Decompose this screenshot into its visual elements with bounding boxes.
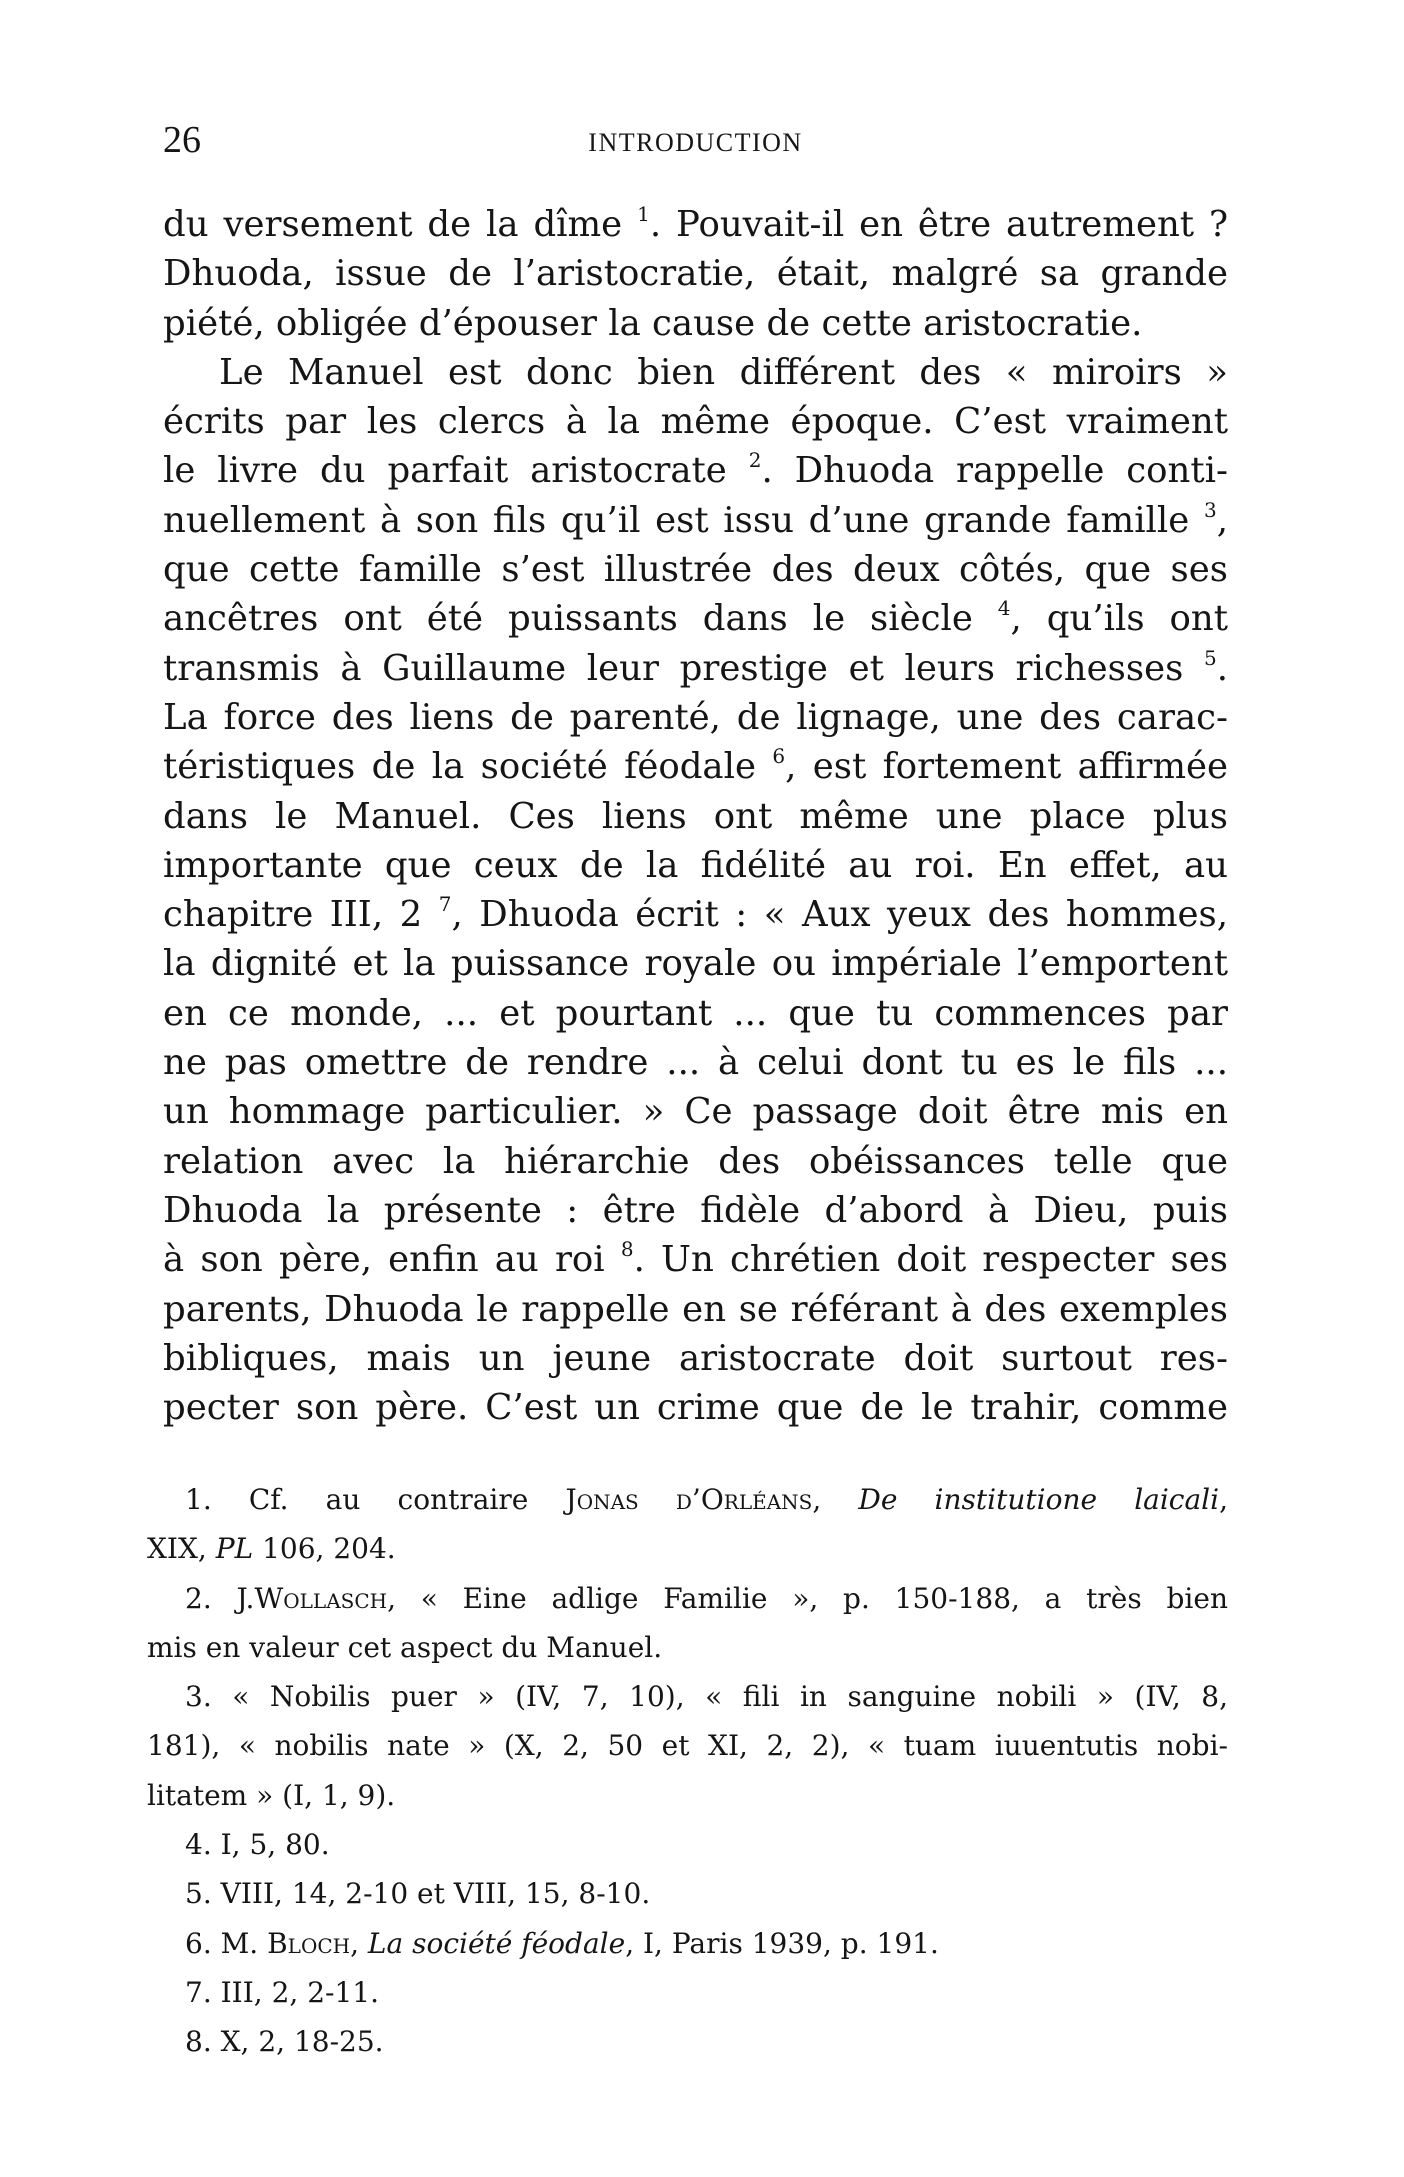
body-line: bibliques, mais un jeune aristocrate doit surtout res- — [163, 1337, 1228, 1379]
body-line: importante que ceux de la fidélité au roi. En effet, au — [163, 844, 1228, 886]
body-line: Dhuoda la présente : être fidèle d’abord à Dieu, puis — [163, 1189, 1228, 1231]
footnote-3-cont: litatem » (I, 1, 9). — [147, 1778, 396, 1812]
body-line: Dhuoda, issue de l’aristocratie, était, malgré sa grande — [163, 253, 1228, 295]
running-head: INTRODUCTION — [588, 128, 803, 157]
footnote-ref[interactable]: 6 — [772, 744, 786, 769]
body-line: ne pas omettre de rendre ... à celui dont tu es le fils ... — [163, 1042, 1228, 1084]
footnote-1-cont: XIX, PL 106, 204. — [147, 1532, 396, 1566]
footnote-3-cont: 181), « nobilis nate » (X, 2, 50 et XI, 2, 2), « tuam iuuentutis nobi- — [147, 1729, 1228, 1763]
body-line: pecter son père. C’est un crime que de le trahir, comme — [163, 1387, 1228, 1429]
page-header — [163, 118, 1228, 168]
body-line: Le Manuel est donc bien différent des « miroirs » — [219, 351, 1228, 393]
body-line: écrits par les clercs à la même époque. C’est vraiment — [163, 401, 1228, 443]
author-name: Jonas d’Orléans — [565, 1483, 813, 1516]
body-line: relation avec la hiérarchie des obéissances telle que — [163, 1140, 1228, 1182]
body-line: le livre du parfait aristocrate $^2$. Dhuoda rappelle conti- — [163, 448, 1228, 492]
body-line: transmis à Guillaume leur prestige et leurs richesses $^5$. — [163, 645, 1228, 689]
body-line: piété, obligée d’épouser la cause de cette aristocratie. — [163, 302, 1143, 344]
footnote-ref[interactable]: 4 — [997, 596, 1011, 621]
footnote-8: 8. X, 2, 18-25. — [185, 2025, 384, 2059]
footnote-ref[interactable]: 3 — [1203, 497, 1217, 522]
body-line: que cette famille s’est illustrée des deux côtés, que ses — [163, 549, 1228, 591]
body-line: nuellement à son fils qu’il est issu d’une grande famille $^3$, — [163, 497, 1228, 541]
body-line: en ce monde, ... et pourtant ... que tu commences par — [163, 992, 1228, 1034]
body-line: à son père, enfin au roi $^8$. Un chrétien doit respecter ses — [163, 1237, 1228, 1281]
body-line: téristiques de la société féodale $^6$, est fortement affirmée — [163, 744, 1229, 788]
footnote-1: 1. Cf. au contraire Jonas d’Orléans, De institutione laicali, — [185, 1483, 1228, 1516]
footnote-5: 5. VIII, 14, 2-10 et VIII, 15, 8-10. — [185, 1877, 651, 1911]
author-name: Wollasch — [254, 1581, 388, 1615]
footnote-2: 2. J.Wollasch, « Eine adlige Familie », p. 150-188, a très bien — [185, 1581, 1228, 1615]
footnote-ref[interactable]: 5 — [1203, 645, 1217, 670]
footnote-3: 3. « Nobilis puer » (IV, 7, 10), « fili in sanguine nobili » (IV, 8, — [185, 1680, 1228, 1714]
footnote-7: 7. III, 2, 2-11. — [185, 1975, 380, 2009]
footnote-ref[interactable]: 1 — [637, 202, 650, 226]
footnote-ref[interactable]: 8 — [620, 1237, 634, 1262]
body-line: La force des liens de parenté, de lignage, une des carac- — [163, 696, 1228, 738]
body-line: du versement de la dîme $^1$. Pouvait-il en être autrement ? — [163, 202, 1228, 245]
footnotes — [147, 1480, 1228, 2072]
footnote-ref[interactable]: 2 — [748, 448, 762, 473]
footnote-4: 4. I, 5, 80. — [185, 1828, 330, 1862]
footnote-6: 6. M. Bloch, La société féodale, I, Paris 1939, p. 191. — [185, 1926, 939, 1960]
work-title: La société féodale — [367, 1926, 626, 1960]
body-line: parents, Dhuoda le rappelle en se référant à des exemples — [163, 1288, 1228, 1330]
footnote-ref[interactable]: 7 — [438, 892, 452, 917]
page-number: 26 — [163, 119, 201, 161]
author-name: Bloch — [267, 1926, 351, 1960]
footnote-2-cont: mis en valeur cet aspect du Manuel. — [147, 1630, 663, 1664]
body-line: chapitre III, 2 $^7$, Dhuoda écrit : « Aux yeux des hommes, — [163, 892, 1229, 936]
body-line: dans le Manuel. Ces liens ont même une place plus — [163, 795, 1228, 837]
body-line: un hommage particulier. » Ce passage doit être mis en — [163, 1091, 1228, 1133]
body-text — [163, 200, 1228, 1432]
body-line: ancêtres ont été puissants dans le siècle $^4$, qu’ils ont — [163, 596, 1228, 640]
work-title: De institutione laicali — [858, 1483, 1220, 1516]
body-line: la dignité et la puissance royale ou impériale l’emportent — [163, 943, 1228, 985]
